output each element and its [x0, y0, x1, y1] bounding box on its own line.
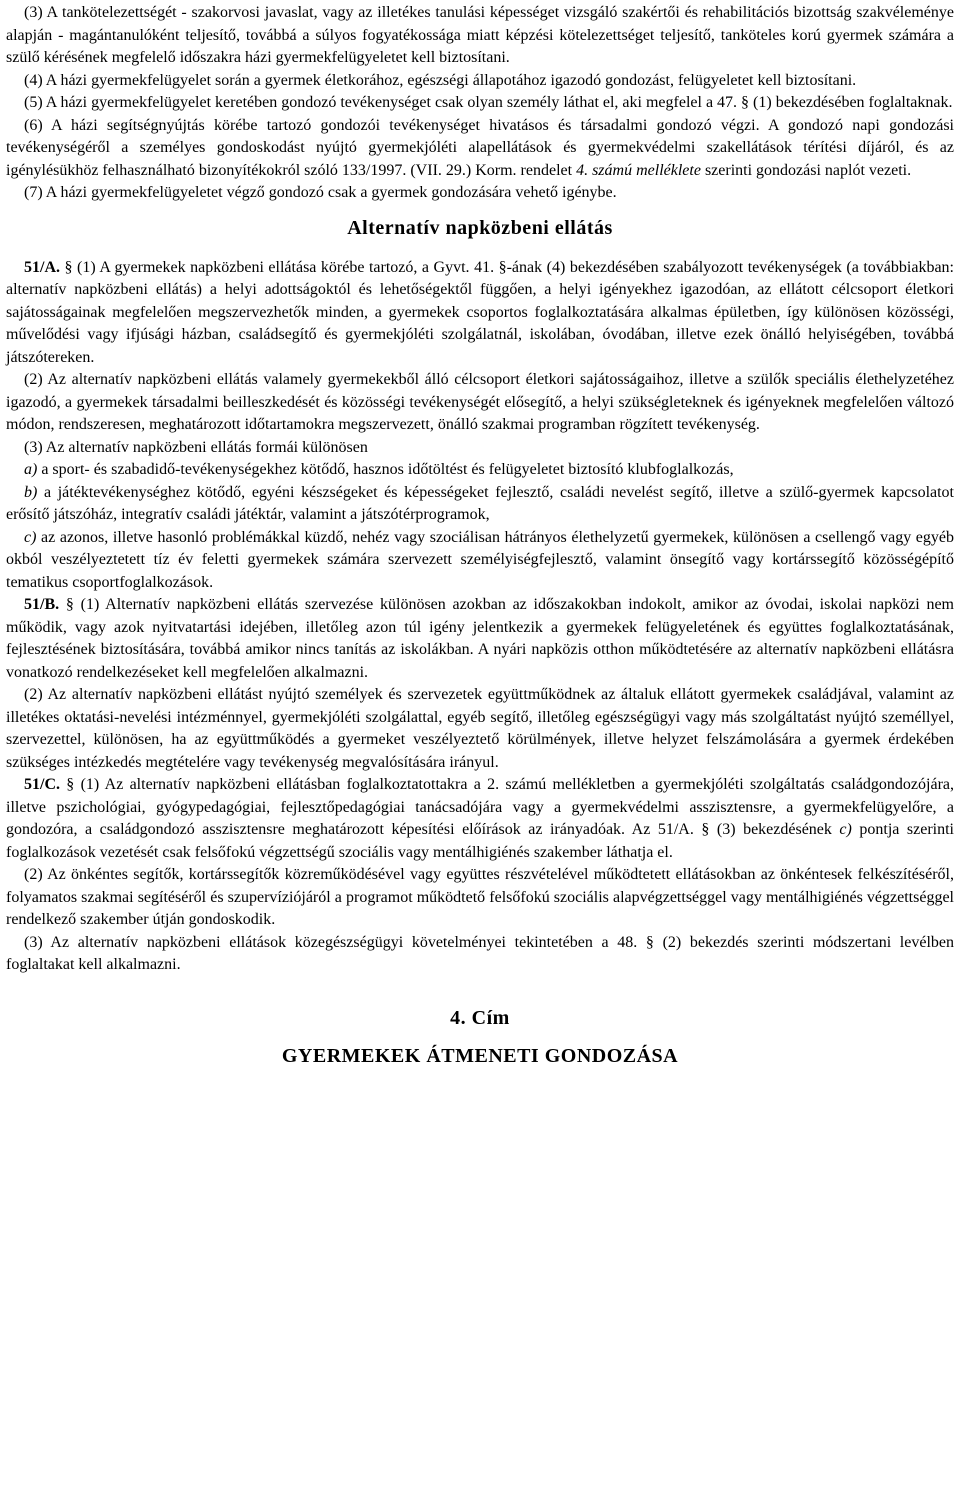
paragraph-5-intro: (5) A házi gyermekfelügyelet keretében gondozó tevékenységet csak olyan személy láthat el, aki megfelel a 47. § (1) bekezdésében foglaltaknak. — [24, 94, 953, 111]
point-a-text: a sport- és szabadidő-tevékenységekhez kötődő, hasznos időtöltést és felügyeletet biztosító klubfoglalkozás, — [37, 461, 734, 478]
section-heading-alternative-day-care: Alternatív napközbeni ellátás — [347, 216, 613, 239]
section-51b-label: 51/B. — [24, 596, 60, 613]
paragraph-6-text-a: (6) A házi segítségnyújtás körébe tartozó gondozói tevékenységet hivatásos és társadalmi gondozó végzi. A gondozó napi gondozási tevékenységéről a személyes gondoskodást nyújtó gyermekjóléti alapellátások és gyermekvédelmi szakellátások térítési díjáról, és az igénylésükhöz felhasználható bizonyítékokról szóló 133/1997. (VII. 29.) Korm. rendelet — [6, 116, 954, 179]
section-51c-text-b: pontja szerinti foglalkozások vezetését csak felsőfokú végzettségű szociális vagy mentálhigiénés szakember láthatja el. — [6, 821, 954, 861]
paragraph-3-intro: (3) A tankötelezettségét - szakorvosi javaslat, vagy az illetékes tanulási képességet vizsgáló szakértői és rehabilitációs bizottság szakvéleménye alapján - magántanulóként teljesítő, továbbá a súlyos fogyatékossága miatt képzési kötelezettséget teljesítő, tanköteles korú gyermek számára a szülő kérésének megfelelő időszakra házi gyermekfelügyeletet kell biztosítani. — [6, 4, 954, 66]
paragraph-7-intro: (7) A házi gyermekfelügyeletet végző gondozó csak a gyermek gondozására vehető igénybe. — [24, 184, 617, 201]
section-51b-paragraph-2: (2) Az alternatív napközbeni ellátást nyújtó személyek és szervezetek együttműködnek az általuk ellátott gyermekek családjával, valamint az illetékes oktatási-nevelési intézménnyel, gyermekjóléti szolgálattal, egyéb segítő, illetőleg egészségügyi vagy más szolgáltatást nyújtó személlyel, szervezettel, különösen, ha az együttműködés a gyermeket veszélyeztető körülmények, illetve helyzet felszámolására a gyermek érdekében szükséges intézkedés megtételére vagy tevékenység megvalósítására irányul. — [6, 686, 954, 771]
section-51c-paragraph-3: (3) Az alternatív napközbeni ellátások közegészségügyi követelményei tekintetében a 48. § (2) bekezdés szerinti módszertani levélben foglaltakat kell alkalmazni. — [6, 933, 954, 973]
section-51a-paragraph-1 — [6, 257, 954, 370]
chapter-number: 4. Cím — [450, 1006, 510, 1029]
section-51c-point-ref: c) — [839, 821, 852, 838]
point-b-label: b) — [24, 483, 38, 501]
paragraph-6-text-b: szerinti gondozási naplót vezeti. — [700, 161, 912, 179]
point-b-text: a játéktevékenységhez kötődő, egyéni készségeket és képességeket fejlesztő, családi nevelést segítő, illetve a szülő-gyermek kapcsolatot erősítő játszóház, integratív családi játéktár, valamint a játszótérprogramok, — [6, 483, 954, 523]
section-51c-label: 51/C. — [24, 776, 60, 793]
section-51a-point-a — [6, 459, 954, 482]
point-a-label: a) — [24, 461, 38, 478]
point-c-text: az azonos, illetve hasonló problémákkal küzdő, nehéz vagy szociálisan hátrányos élethelyzetű gyermekek, különösen a csellengő vagy egyéb okból veszélyeztetett tíz év feletti gyermekek számára szervezett személyiségfejlesztő, valamint önsegítő vagy kortárssegítő közösségépítő tematikus csoportfoglalkozások. — [6, 528, 954, 591]
section-51a-text: § (1) A gyermekek napközbeni ellátása körébe tartozó, a Gyvt. 41. §-ának (4) bekezdésében szabályozott tevékenységek (a továbbiakban: alternatív napközbeni ellátás) a helyi adottságoktól és lehetőségektől függően, a helyi igényekhez igazodóan, az ellátott célcsoport életkori sajátosságainak megfelelően megszervezhetők minden, a gyermekek csoportos foglalkoztatására alkalmas épületben, így különösen közösségi, művelődési vagy ifjúsági házban, családsegítő és gyermekjóléti szolgálatnál, iskolában, óvodában, illetve ezek önálló helyiségében, továbbá játszótereken. — [6, 258, 954, 366]
section-51a-paragraph-3: (3) Az alternatív napközbeni ellátás formái különösen — [24, 438, 368, 456]
section-51a-label: 51/A. — [24, 258, 60, 276]
paragraph-4-intro: (4) A házi gyermekfelügyelet során a gyermek életkorához, egészségi állapotához igazodó gondozást, felügyeletet kell biztosítani. — [24, 71, 857, 89]
paragraph-6-intro — [6, 115, 954, 183]
section-51c-paragraph-2: (2) Az önkéntes segítők, kortárssegítők közreműködésével vagy együttes részvételével működtetett ellátásokban az önkéntesek felkészítéséről, folyamatos szakmai segítéséről és szupervíziójáról a programot működtető felsőfokú szociális alapvégzettséggel vagy mentálhigiénés végzettséggel rendelkező szakember útján gondoskodik. — [6, 866, 954, 928]
section-51b-paragraph-1 — [6, 594, 954, 684]
section-51a-point-c — [6, 527, 954, 595]
section-51c-paragraph-1 — [6, 774, 954, 864]
section-51a-paragraph-2: (2) Az alternatív napközbeni ellátás valamely gyermekekből álló célcsoport életkori sajátosságaihoz, illetve a szülők speciális élethelyzetéhez igazodó, a gyermekek társadalmi beilleszkedését és közösségi tevékenységét elősegítő, a helyi szükségleteknek és igényeknek megfelelően változó módon, rendszeresen, meghatározott időtartamokra megszervezett, önálló szakmai programban rögzített tevékenység. — [6, 371, 954, 433]
chapter-title: GYERMEKEK ÁTMENETI GONDOZÁSA — [281, 1044, 679, 1067]
section-51c-text-a: § (1) Az alternatív napközbeni ellátásban foglalkoztatottakra a 2. számú mellékletben a gyermekjóléti szolgáltatás családgondozójára, illetve pszichológiai, gyógypedagógiai, fejlesztőpedagógiai tanácsadójára vagy a gyermekvédelmi asszisztensre, a gyermekfelügyelőre, a gondozóra, a családgondozó asszisztensre meghatározott képesítési előírások az irányadóak. Az 51/A. § (3) bekezdésének — [6, 776, 954, 838]
section-51a-point-b — [6, 482, 954, 527]
point-c-label: c) — [24, 528, 37, 546]
section-51b-text: § (1) Alternatív napközbeni ellátás szervezése különösen azokban az időszakokban indokolt, amikor az óvodai, iskolai napközi nem működik, vagy azok nyitvatartási idejében, illetőleg azon túl igény jelentkezik a gyermekek felügyeletének és együttes foglalkoztatásának, fejlesztésének biztosítására, továbbá amikor nincs tanítás az iskolákban. A nyári napközis otthon működtetésére az alternatív napközbeni ellátásra vonatkozó rendelkezéseket kell megfelelően alkalmazni. — [6, 596, 954, 681]
paragraph-6-annex-ref: 4. számú melléklete — [576, 161, 701, 179]
